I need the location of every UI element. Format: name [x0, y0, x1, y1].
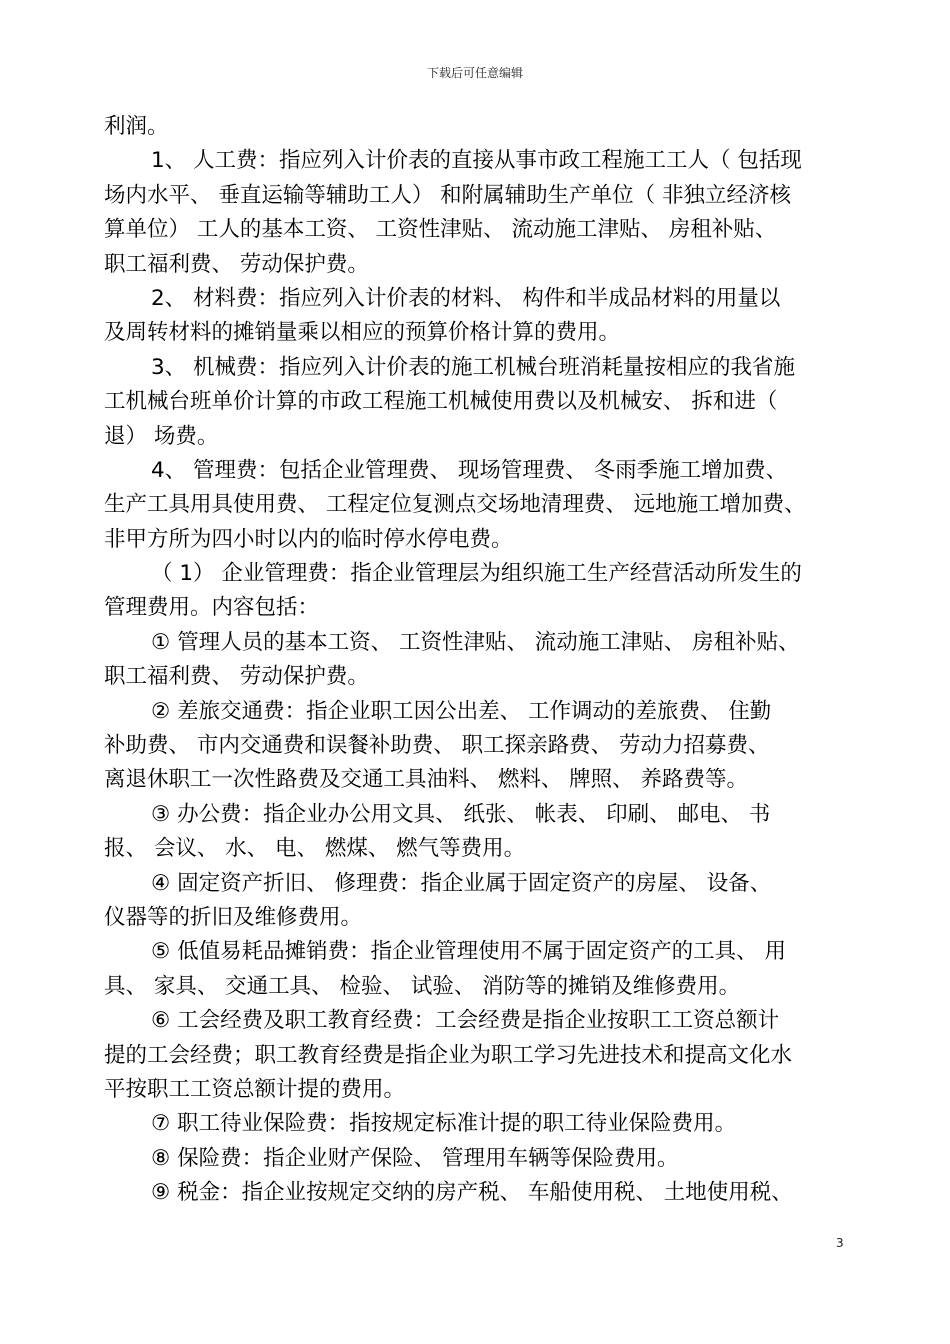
text-line: 职工福利费、 劳动保护费。 — [104, 251, 369, 277]
text-line: ② 差旅交通费：指企业职工因公出差、 工作调动的差旅费、 住勤 — [151, 698, 772, 724]
text-line: 工机械台班单价计算的市政工程施工机械使用费以及机械安、 拆和进（ — [104, 389, 778, 415]
text-line: 利润。 — [104, 114, 169, 139]
text-line: 1、 人工费：指应列入计价表的直接从事市政工程施工工人（ 包括现 — [151, 148, 802, 174]
text-line: 补助费、 市内交通费和误餐补助费、 职工探亲路费、 劳动力招募费、 — [104, 733, 770, 759]
document-body — [104, 110, 850, 1211]
text-line: ④ 固定资产折旧、 修理费：指企业属于固定资产的房屋、 设备、 — [151, 870, 772, 896]
text-line: ⑧ 保险费：指企业财产保险、 管理用车辆等保险费用。 — [151, 1145, 679, 1171]
text-line: ⑦ 职工待业保险费：指按规定标准计提的职工待业保险费用。 — [151, 1111, 737, 1137]
text-line: ⑤ 低值易耗品摊销费：指企业管理使用不属于固定资产的工具、 用 — [151, 939, 786, 965]
text-line: ⑥ 工会经费及职工教育经费：工会经费是指企业按职工工资总额计 — [151, 1008, 780, 1034]
text-line: 退） 场费。 — [104, 423, 219, 449]
text-line: 提的工会经费；职工教育经费是指企业为职工学习先进技术和提高文化水 — [104, 1042, 793, 1068]
text-line: （ 1） 企业管理费：指企业管理层为组织施工生产经营活动所发生的 — [151, 561, 802, 587]
text-line: 报、 会议、 水、 电、 燃煤、 燃气等费用。 — [104, 836, 526, 862]
text-line: ⑨ 税金：指企业按规定交纳的房产税、 车船使用税、 土地使用税、 — [151, 1180, 793, 1206]
text-line: 职工福利费、 劳动保护费。 — [104, 664, 369, 690]
text-line: 仪器等的折旧及维修费用。 — [104, 904, 363, 930]
text-line: 场内水平、 垂直运输等辅助工人） 和附属辅助生产单位（ 非独立经济核 — [104, 182, 792, 208]
text-line: ① 管理人员的基本工资、 工资性津贴、 流动施工津贴、 房租补贴、 — [151, 629, 800, 655]
text-line: 具、 家具、 交通工具、 检验、 试验、 消防等的摊销及维修费用。 — [104, 973, 741, 999]
text-line: 非甲方所为四小时以内的临时停水停电费。 — [104, 526, 513, 552]
text-line: 生产工具用具使用费、 工程定位复测点交场地清理费、 远地施工增加费、 — [104, 492, 806, 518]
text-line: 4、 管理费：包括企业管理费、 现场管理费、 冬雨季施工增加费、 — [151, 457, 788, 483]
text-line: 管理费用。内容包括： — [104, 595, 320, 621]
text-line: 算单位） 工人的基本工资、 工资性津贴、 流动施工津贴、 房租补贴、 — [104, 217, 777, 243]
text-line: 及周转材料的摊销量乘以相应的预算价格计算的费用。 — [104, 320, 621, 346]
text-line: ③ 办公费：指企业办公用文具、 纸张、 帐表、 印刷、 邮电、 书 — [151, 801, 771, 827]
page-number: 3 — [836, 1236, 844, 1250]
text-line: 2、 材料费：指应列入计价表的材料、 构件和半成品材料的用量以 — [151, 285, 781, 311]
text-line: 平按职工工资总额计提的费用。 — [104, 1076, 406, 1102]
page-header: 下载后可任意编辑 — [426, 66, 523, 80]
text-line: 3、 机械费：指应列入计价表的施工机械台班消耗量按相应的我省施 — [151, 354, 796, 380]
text-line: 离退休职工一次性路费及交通工具油料、 燃料、 牌照、 养路费等。 — [104, 767, 749, 793]
